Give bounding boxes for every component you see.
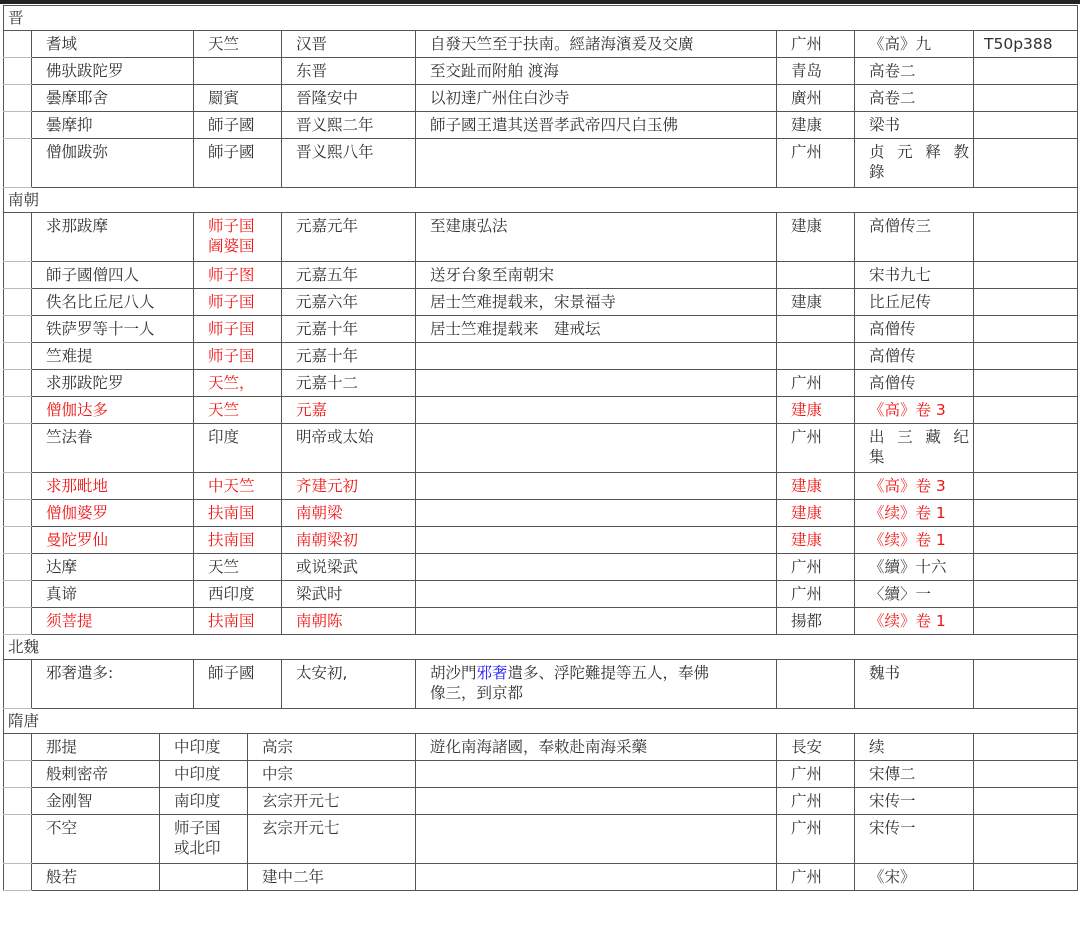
source-cell: 高卷二 [855, 58, 974, 85]
ref-cell [974, 864, 1078, 891]
source-cell: 高僧传三 [855, 213, 974, 262]
desc-cell [416, 864, 777, 891]
table-row [4, 289, 1078, 316]
source-cell [855, 139, 974, 188]
ref-cell [974, 734, 1078, 761]
table-row [4, 864, 1078, 891]
source-cell: 《高》九 [855, 31, 974, 58]
desc-cell [416, 788, 777, 815]
period-cell: 南朝陈 [282, 608, 416, 635]
period-cell: 东晋 [282, 58, 416, 85]
ref-cell [974, 788, 1078, 815]
ref-cell [974, 85, 1078, 112]
name-cell: 金刚智 [32, 788, 160, 815]
period-cell: 中宗 [248, 761, 416, 788]
place-cell: 建康 [777, 112, 855, 139]
desc-cell: 自發天竺至于扶南。經諸海濱爰及交廣 [416, 31, 777, 58]
desc-cell: 以初達广州住白沙寺 [416, 85, 777, 112]
section-row-beiwei [4, 635, 1078, 660]
table-row [4, 500, 1078, 527]
source-line: 出 三 藏 纪 [869, 428, 969, 446]
place-cell: 青岛 [777, 58, 855, 85]
period-cell: 太安初, [282, 660, 416, 709]
origin-cell: 师子国 [194, 316, 282, 343]
desc-cell [416, 424, 777, 473]
period-cell: 元嘉十年 [282, 316, 416, 343]
origin-cell: 师子国 [194, 343, 282, 370]
ref-cell [974, 581, 1078, 608]
period-cell: 元嘉 [282, 397, 416, 424]
name-cell: 曇摩耶舍 [32, 85, 194, 112]
origin-cell [194, 58, 282, 85]
source-cell: 魏书 [855, 660, 974, 709]
desc-cell: 遊化南海諸國，奉敕赴南海采藥 [416, 734, 777, 761]
table-row [4, 139, 1078, 188]
place-cell: 建康 [777, 500, 855, 527]
source-cell: 〈續〉一 [855, 581, 974, 608]
section-label: 南朝 [4, 188, 1078, 213]
source-line: 贞 元 释 教 [869, 143, 969, 161]
desc-cell [416, 370, 777, 397]
desc-cell [416, 761, 777, 788]
ref-cell [974, 139, 1078, 188]
name-cell: 般若 [32, 864, 160, 891]
name-cell: 曼陀罗仙 [32, 527, 194, 554]
period-cell: 元嘉六年 [282, 289, 416, 316]
source-cell: 续 [855, 734, 974, 761]
table-row [4, 554, 1078, 581]
origin-cell: 師子國 [194, 139, 282, 188]
ref-cell [974, 370, 1078, 397]
ref-cell [974, 815, 1078, 864]
table-row [4, 397, 1078, 424]
desc-cell [416, 397, 777, 424]
ref-cell [974, 527, 1078, 554]
section-row-nanchao [4, 188, 1078, 213]
table-row [4, 761, 1078, 788]
period-cell: 或说梁武 [282, 554, 416, 581]
origin-cell: 中印度 [160, 761, 248, 788]
place-cell: 广州 [777, 864, 855, 891]
origin-cell: 师子国 [194, 289, 282, 316]
origin-cell: 師子國 [194, 660, 282, 709]
ref-cell: T50p388 [974, 31, 1078, 58]
top-border [0, 0, 1080, 4]
origin-cell [160, 815, 248, 864]
section-label: 隋唐 [4, 709, 1078, 734]
period-cell: 高宗 [248, 734, 416, 761]
name-cell: 般剌密帝 [32, 761, 160, 788]
origin-cell: 天竺， [194, 370, 282, 397]
source-cell: 高僧传 [855, 343, 974, 370]
period-cell: 梁武时 [282, 581, 416, 608]
place-cell: 广州 [777, 139, 855, 188]
place-cell: 广州 [777, 761, 855, 788]
origin-cell: 天竺 [194, 31, 282, 58]
desc-cell [416, 473, 777, 500]
source-cell: 比丘尼传 [855, 289, 974, 316]
origin-line: 师子国 [208, 217, 255, 235]
table-row [4, 343, 1078, 370]
origin-cell: 印度 [194, 424, 282, 473]
desc-cell: 居士竺难提载来，宋景福寺 [416, 289, 777, 316]
ref-cell [974, 660, 1078, 709]
period-cell: 明帝或太始 [282, 424, 416, 473]
period-cell: 元嘉五年 [282, 262, 416, 289]
ref-cell [974, 58, 1078, 85]
place-cell: 广州 [777, 815, 855, 864]
period-cell: 玄宗开元七 [248, 815, 416, 864]
period-cell: 南朝梁 [282, 500, 416, 527]
source-cell: 《續》十六 [855, 554, 974, 581]
name-cell: 竺难提 [32, 343, 194, 370]
name-cell: 耆域 [32, 31, 194, 58]
place-cell: 建康 [777, 397, 855, 424]
ref-cell [974, 500, 1078, 527]
source-cell: 高僧传 [855, 316, 974, 343]
ref-cell [974, 424, 1078, 473]
ref-cell [974, 289, 1078, 316]
origin-cell: 扶南国 [194, 527, 282, 554]
name-cell: 达摩 [32, 554, 194, 581]
place-cell [777, 343, 855, 370]
source-cell: 《高》卷 3 [855, 397, 974, 424]
name-cell: 僧伽婆罗 [32, 500, 194, 527]
ref-cell [974, 262, 1078, 289]
period-cell: 建中二年 [248, 864, 416, 891]
place-cell [777, 262, 855, 289]
desc-cell [416, 554, 777, 581]
origin-cell: 师子图 [194, 262, 282, 289]
source-cell: 高僧传 [855, 370, 974, 397]
period-cell: 晋义熙八年 [282, 139, 416, 188]
origin-cell: 罽賓 [194, 85, 282, 112]
section-row-jin [4, 6, 1078, 31]
place-cell: 广州 [777, 554, 855, 581]
name-cell: 佛驮跋陀罗 [32, 58, 194, 85]
place-cell: 广州 [777, 31, 855, 58]
desc-cell: 居士竺难提载来 建戒坛 [416, 316, 777, 343]
source-cell: 《续》卷 1 [855, 527, 974, 554]
desc-cell [416, 581, 777, 608]
table-row [4, 527, 1078, 554]
place-cell [777, 660, 855, 709]
period-cell: 晋义熙二年 [282, 112, 416, 139]
desc-cell: 師子國王遣其送晋孝武帝四尺白玉佛 [416, 112, 777, 139]
origin-cell: 扶南国 [194, 608, 282, 635]
ref-cell [974, 473, 1078, 500]
origin-cell: 中印度 [160, 734, 248, 761]
source-line: 集 [869, 448, 885, 466]
period-cell: 汉晋 [282, 31, 416, 58]
origin-cell [194, 213, 282, 262]
table-row [4, 370, 1078, 397]
ref-cell [974, 316, 1078, 343]
desc-cell [416, 343, 777, 370]
ref-cell [974, 608, 1078, 635]
place-cell [777, 316, 855, 343]
name-cell: 曇摩抑 [32, 112, 194, 139]
section-row-suitang [4, 709, 1078, 734]
name-cell: 求那跋摩 [32, 213, 194, 262]
desc-cell: 至建康弘法 [416, 213, 777, 262]
place-cell: 广州 [777, 788, 855, 815]
origin-line: 阇婆国 [208, 237, 255, 255]
name-cell: 那提 [32, 734, 160, 761]
source-cell: 宋传一 [855, 815, 974, 864]
table-row [4, 424, 1078, 473]
desc-cell: 至交趾而附舶 渡海 [416, 58, 777, 85]
period-cell: 南朝梁初 [282, 527, 416, 554]
ref-cell [974, 761, 1078, 788]
ref-cell [974, 343, 1078, 370]
place-cell: 广州 [777, 424, 855, 473]
table-row [4, 473, 1078, 500]
table-row [4, 660, 1078, 709]
name-cell: 邪奢遣多: [32, 660, 194, 709]
table-row [4, 608, 1078, 635]
source-cell: 梁书 [855, 112, 974, 139]
period-cell: 晉隆安中 [282, 85, 416, 112]
source-cell: 《续》卷 1 [855, 608, 974, 635]
desc-cell: 送牙台象至南朝宋 [416, 262, 777, 289]
section-label: 北魏 [4, 635, 1078, 660]
origin-cell: 扶南国 [194, 500, 282, 527]
section-label: 晋 [4, 6, 1078, 31]
highlighted-name: 邪奢 [476, 664, 508, 682]
name-cell: 须菩提 [32, 608, 194, 635]
name-cell: 竺法眷 [32, 424, 194, 473]
table-row [4, 85, 1078, 112]
desc-cell [416, 815, 777, 864]
monks-table [3, 5, 1078, 891]
source-cell: 《高》卷 3 [855, 473, 974, 500]
place-cell: 建康 [777, 289, 855, 316]
source-cell [855, 424, 974, 473]
source-cell: 宋传一 [855, 788, 974, 815]
period-cell: 齐建元初 [282, 473, 416, 500]
table-row [4, 31, 1078, 58]
place-cell: 長安 [777, 734, 855, 761]
source-cell: 《宋》 [855, 864, 974, 891]
name-cell: 不空 [32, 815, 160, 864]
place-cell: 广州 [777, 581, 855, 608]
ref-cell [974, 397, 1078, 424]
table-row [4, 815, 1078, 864]
place-cell: 建康 [777, 213, 855, 262]
period-cell: 玄宗开元七 [248, 788, 416, 815]
name-cell: 僧伽跋弥 [32, 139, 194, 188]
desc-cell [416, 139, 777, 188]
period-cell: 元嘉十年 [282, 343, 416, 370]
name-cell: 僧伽达多 [32, 397, 194, 424]
table-row [4, 262, 1078, 289]
place-cell: 建康 [777, 527, 855, 554]
origin-cell: 師子國 [194, 112, 282, 139]
table-row [4, 316, 1078, 343]
name-cell: 求那毗地 [32, 473, 194, 500]
source-cell: 《续》卷 1 [855, 500, 974, 527]
origin-cell: 西印度 [194, 581, 282, 608]
origin-cell [160, 864, 248, 891]
ref-cell [974, 213, 1078, 262]
place-cell: 广州 [777, 370, 855, 397]
place-cell: 廣州 [777, 85, 855, 112]
table-row [4, 788, 1078, 815]
table-row [4, 112, 1078, 139]
origin-cell: 天竺 [194, 554, 282, 581]
desc-cell [416, 500, 777, 527]
name-cell: 铁萨罗等十一人 [32, 316, 194, 343]
origin-line: 或北印 [174, 839, 221, 857]
source-cell: 高卷二 [855, 85, 974, 112]
table-row [4, 213, 1078, 262]
table-row [4, 58, 1078, 85]
name-cell: 佚名比丘尼八人 [32, 289, 194, 316]
source-cell: 宋书九七 [855, 262, 974, 289]
origin-cell: 天竺 [194, 397, 282, 424]
period-cell: 元嘉元年 [282, 213, 416, 262]
name-cell: 求那跋陀罗 [32, 370, 194, 397]
desc-cell [416, 527, 777, 554]
name-cell: 真谛 [32, 581, 194, 608]
desc-cell [416, 608, 777, 635]
source-cell: 宋傳二 [855, 761, 974, 788]
ref-cell [974, 554, 1078, 581]
desc-cell: 胡沙門邪奢遣多、浮陀難提等五人，奉佛 像三，到京都 [416, 660, 777, 709]
place-cell: 建康 [777, 473, 855, 500]
name-cell: 師子國僧四人 [32, 262, 194, 289]
source-line: 錄 [869, 163, 885, 181]
place-cell: 揚都 [777, 608, 855, 635]
period-cell: 元嘉十二 [282, 370, 416, 397]
origin-cell: 中天竺 [194, 473, 282, 500]
origin-cell: 南印度 [160, 788, 248, 815]
ref-cell [974, 112, 1078, 139]
table-row [4, 581, 1078, 608]
origin-line: 师子国 [174, 819, 221, 837]
table-row [4, 734, 1078, 761]
